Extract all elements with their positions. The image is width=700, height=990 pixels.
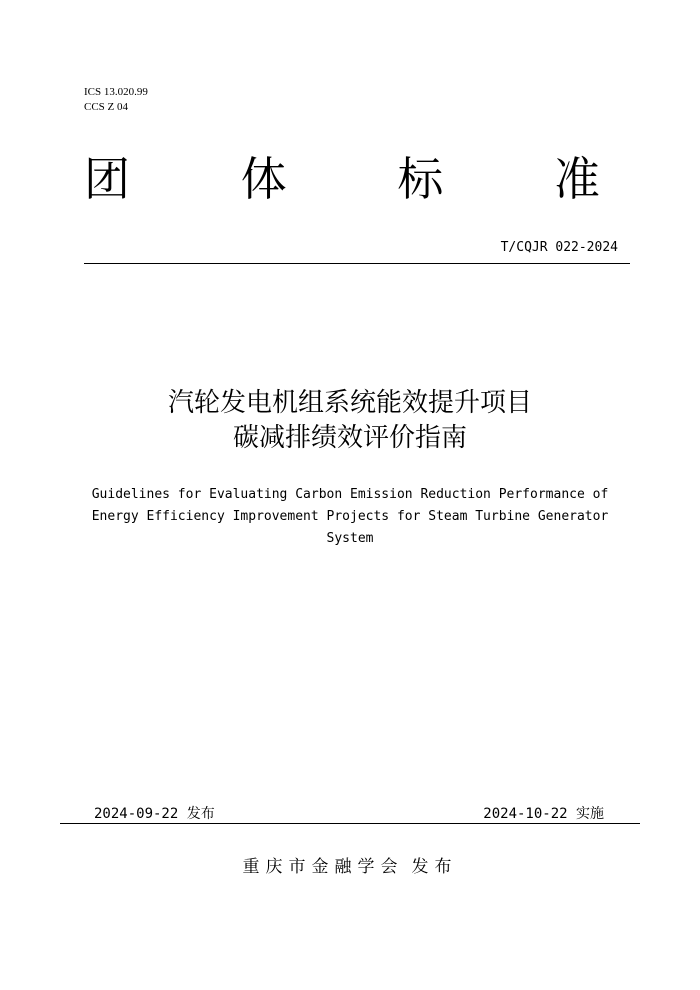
top-divider [84, 263, 630, 264]
english-title [70, 484, 630, 550]
standard-type-char: 准 [553, 152, 600, 206]
chinese-title-line: 碳减排绩效评价指南 [232, 423, 467, 453]
classification-codes [84, 85, 148, 115]
ccs-code: CCS Z 04 [84, 101, 129, 113]
publisher-line [0, 855, 700, 879]
english-title-line: Energy Efficiency Improvement Projects for Steam Turbine Generator [91, 509, 609, 524]
publisher-action: 发布 [411, 857, 458, 877]
dates-row [60, 805, 640, 823]
standard-number: T/CQJR 022-2024 [500, 240, 618, 255]
chinese-title [0, 386, 700, 456]
ics-code: ICS 13.020.99 [84, 86, 148, 98]
standard-type-heading [84, 148, 600, 210]
english-title-line: Guidelines for Evaluating Carbon Emission Reduction Performance of [91, 487, 609, 502]
bottom-divider [60, 823, 640, 824]
standard-type-char: 团 [84, 152, 130, 206]
standard-type-char: 体 [240, 152, 287, 206]
issue-date: 2024-09-22 发布 [94, 806, 215, 822]
english-title-line: System [326, 531, 374, 546]
standard-type-char: 标 [397, 152, 444, 206]
implementation-date: 2024-10-22 实施 [483, 806, 604, 822]
publisher-name: 重庆市金融学会 [242, 857, 404, 877]
chinese-title-line: 汽轮发电机组系统能效提升项目 [167, 388, 532, 418]
